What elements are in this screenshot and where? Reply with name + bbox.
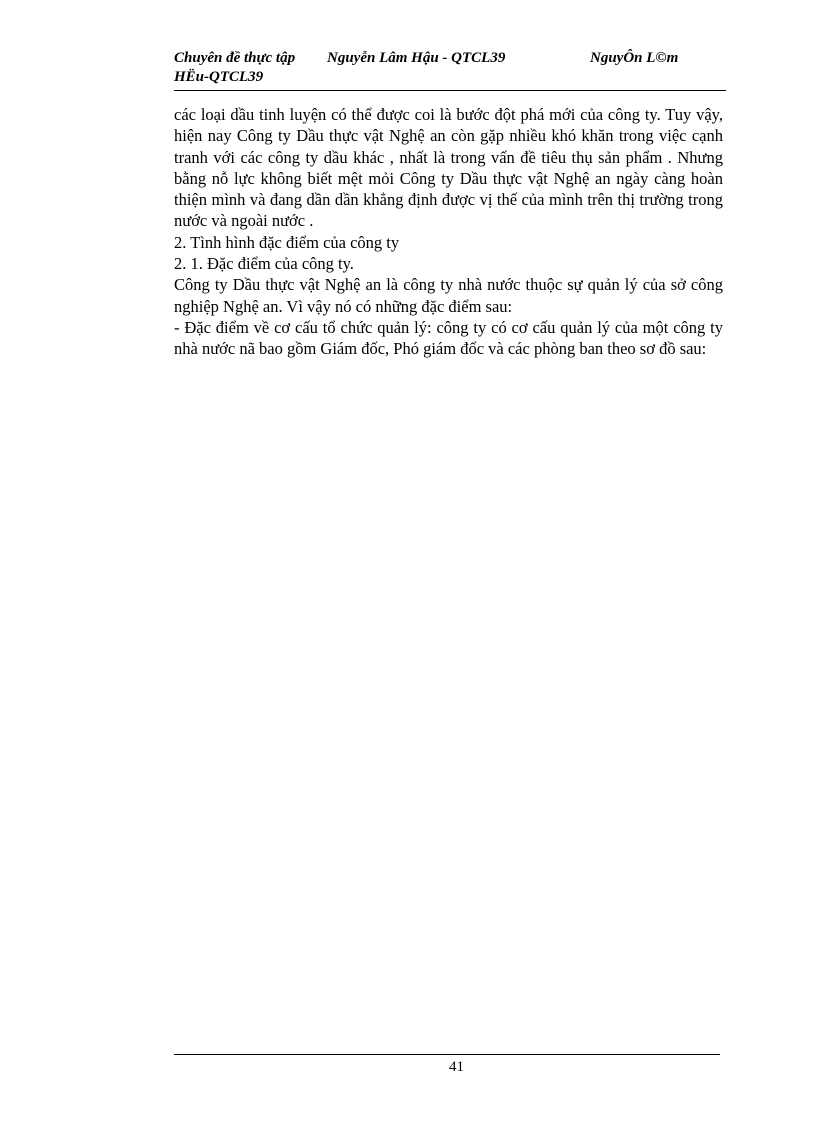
- header-author: Nguyễn Lâm Hậu - QTCL39: [327, 50, 506, 66]
- page-number: 41: [449, 1059, 464, 1075]
- body-paragraph: - Đặc điểm về cơ cấu tổ chức quản lý: công ty có cơ cấu quản lý của một công ty nhà nước nã bao gồm Giám đốc, Phó giám đốc và các phòng ban theo sơ đồ sau:: [174, 317, 723, 359]
- body-paragraph: Công ty Dầu thực vật Nghệ an là công ty nhà nước thuộc sự quản lý của sở công nghiệp Nghệ an. Vì vậy nó có những đặc điểm sau:: [174, 275, 723, 316]
- document-body: [174, 104, 723, 360]
- header-continuation: HËu-QTCL39: [174, 69, 264, 85]
- body-paragraph: các loại dầu tinh luyện có thể được coi là bước đột phá mới của công ty. Tuy vậy, hiện nay Công ty Dầu thực vật Nghệ an còn gặp nhiều khó khăn trong việc cạnh tranh với các công ty dầu khác , nhất là trong vấn đề tiêu thụ sản phẩm . Nhưng bằng nỗ lực không biết mệt mỏi Công ty Dầu thực vật Nghệ an ngày càng hoàn thiện mình và đang dần dần khẳng định được vị thế của mình trên thị trường trong nước và ngoài nước .: [174, 105, 723, 231]
- header-author-legacy-encoding: NguyÔn L©m: [590, 50, 679, 66]
- page-header: [174, 49, 726, 87]
- header-line: [174, 49, 726, 68]
- subsection-heading: 2. 1. Đặc điểm của công ty.: [174, 254, 354, 274]
- section-heading: 2. Tình hình đặc điểm của công ty: [174, 232, 400, 252]
- header-document-type: Chuyên đề thực tập: [174, 50, 296, 66]
- footer-divider: [174, 1054, 720, 1055]
- header-divider: [174, 90, 726, 91]
